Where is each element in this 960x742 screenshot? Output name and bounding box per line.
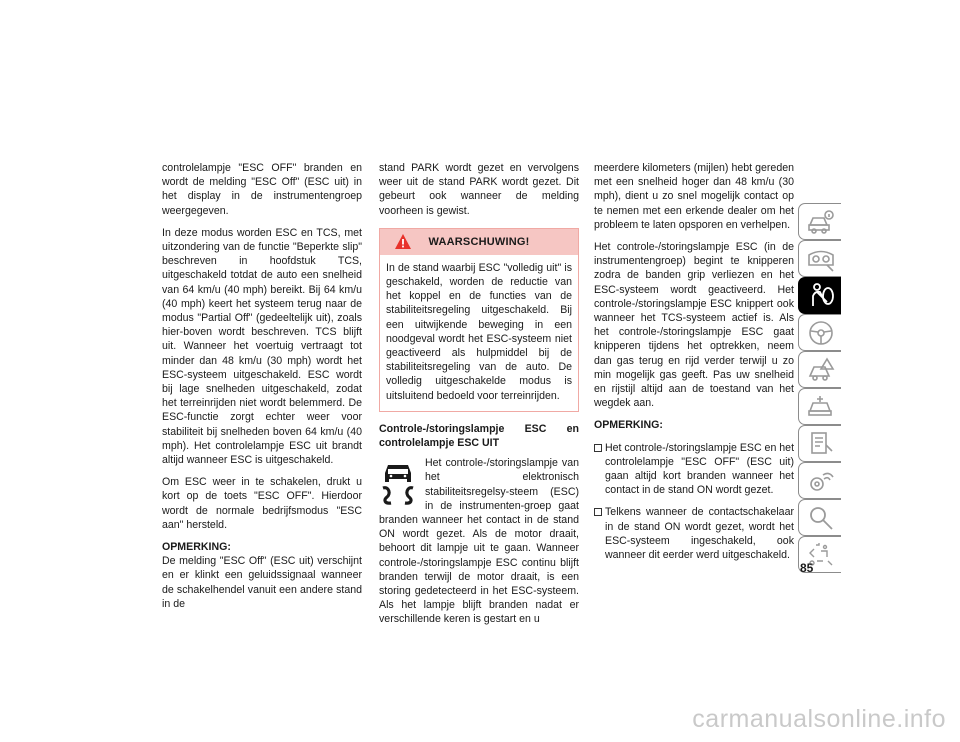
warning-text: In de stand waarbij ESC "volledig uit" is geschakeld, worden de reductie van het koppel en de functies van de stabiliteitsregeling uitgeschakeld. Bij een uitwijkende beweging in een noodgeval wordt het ESC-systeem niet geactiveerd als hulpmiddel bij de stabiliteitsregeling van de auto. De volledig uitgeschakelde modus is uitsluitend bedoeld voor terreinrijden. — [386, 261, 572, 402]
nav-tab-dashboard[interactable] — [798, 240, 841, 277]
nav-tab-safety[interactable] — [798, 277, 841, 314]
nav-tab-service[interactable] — [798, 388, 841, 425]
col1-note-text: De melding "ESC Off" (ESC uit) verschijnt en er klinkt een geluidssignaal wanneer de schakelhendel vanuit een andere stand in de — [162, 555, 362, 610]
col2-paragraph-1: stand PARK wordt gezet en vervolgens weer uit de stand PARK wordt gezet. Dit gebeurt ook wanneer de melding voorheen is gewist. — [379, 162, 579, 217]
emergency-icon — [807, 356, 835, 383]
col3-paragraph-2: Het controle-/storingslampje ESC (in de instrumentengroep) begint te knipperen zodra de banden grip verliezen en het ESC-systeem wordt geactiveerd. Het controle-/storingslampje ESC knippert ook wanneer het TCS-systeem actief is. Als het controle-/storingslampje ESC gaat knipperen tijdens het optrekken, neem dan gas terug en rijd verder terwijl u zo min mogelijk gas geeft. Pas uw snelheid en rijstijl altijd aan de toestand van het wegdek aan. — [594, 241, 794, 410]
bullet-square-icon — [594, 508, 602, 516]
nav-tab-emergency[interactable] — [798, 351, 841, 388]
multimedia-icon — [807, 467, 835, 494]
safety-icon — [807, 282, 835, 309]
esc-paragraph — [379, 456, 579, 626]
watermark: carmanualsonline.info — [692, 705, 946, 733]
bullet-item — [594, 505, 794, 562]
search-icon — [807, 504, 835, 531]
service-icon — [807, 393, 835, 420]
warning-header — [380, 229, 578, 255]
column-2 — [379, 161, 579, 627]
maintenance-icon — [807, 430, 835, 457]
nav-tab-maintenance[interactable] — [798, 425, 841, 462]
car-info-icon — [807, 208, 835, 235]
esc-paragraph-text: Het controle-/storingslampje van het elektronisch stabiliteitsregelsy-steem (ESC) in de instrumenten-groep gaat branden wanneer het contact in de stand ON wordt gezet. Als de motor draait, behoort dit lampje uit te gaan. Wanneer controle-/storingslampje ESC continu blijft branden terwijl de motor draait, is een storing gedetecteerd in het ESC-systeem. Als het lampje blijft branden nadat er verschillende keren is gestart en u — [379, 457, 579, 626]
section-heading: Controle-/storingslampje ESC en controlelampje ESC UIT — [379, 422, 579, 450]
col1-paragraph-3: Om ESC weer in te schakelen, drukt u kort op de toets "ESC OFF". Hierdoor wordt de normale bedrijfsmodus "ESC aan" hersteld. — [162, 476, 362, 531]
warning-triangle-icon — [394, 233, 412, 250]
col1-note — [162, 540, 362, 611]
esc-skid-car-icon — [379, 460, 417, 506]
warning-box — [379, 228, 579, 412]
nav-tab-multimedia[interactable] — [798, 462, 841, 499]
bullet-text: Het controle-/storingslampje ESC en het controlelampje "ESC OFF" (ESC uit) gaan altijd kort branden wanneer het contact in de stand ON wordt gezet. — [605, 441, 795, 497]
bullet-item — [594, 441, 794, 498]
col1-note-label: OPMERKING: — [162, 541, 231, 554]
column-1 — [162, 161, 362, 611]
col3-note-label: OPMERKING: — [594, 419, 663, 432]
nav-tab-steering[interactable] — [798, 314, 841, 351]
col3-paragraph-1: meerdere kilometers (mijlen) hebt gereden met een snelheid hoger dan 48 km/u (30 mph), dient u zo snel mogelijk contact op te nemen met een erkende dealer om het probleem te laten opsporen en verhelpen. — [594, 162, 794, 231]
bullet-text: Telkens wanneer de contactschakelaar in de stand ON wordt gezet, wordt het ESC-systeem ingeschakeld, ook wanneer dit eerder werd uitgeschakeld. — [605, 506, 794, 562]
page-number: 85 — [800, 561, 814, 575]
bullet-square-icon — [594, 444, 602, 452]
column-3 — [594, 161, 794, 570]
warning-title: WAARSCHUWING! — [428, 235, 530, 248]
col1-paragraph-2: In deze modus worden ESC en TCS, met uitzondering van de functie "Beperkte slip" beschreven in hoofdstuk TCS, uitgeschakeld totdat de auto een snelheid van 64 km/u (40 mph) bereikt. Bij 64 km/u (40 mph) keert het systeem terug naar de modus "Partial Off" (gedeeltelijk uit), zoals hier-boven wordt beschreven. TCS blijft uit. Wanneer het voertuig vertraagt tot minder dan 48 km/u (30 mph) wordt het ESC-systeem uitgeschakeld. ESC wordt bij lage snelheden uitgeschakeld, zodat het terreinrijden niet wordt belemmerd. De ESC-functie zorgt echter weer voor stabiliteit bij snelheden boven 64 km/u (40 mph). Het controlelampje ESC uit brandt altijd wanneer ESC is uitgeschakeld. — [162, 226, 362, 467]
nav-tab-search[interactable] — [798, 499, 841, 536]
nav-tab-car-info[interactable] — [798, 203, 841, 240]
col1-paragraph-1: controlelampje "ESC OFF" branden en wordt de melding "ESC Off" (ESC uit) in het display in de instrumentengroep weergegeven. — [162, 162, 362, 217]
steering-wheel-icon — [807, 319, 835, 346]
dashboard-icon — [807, 245, 835, 272]
